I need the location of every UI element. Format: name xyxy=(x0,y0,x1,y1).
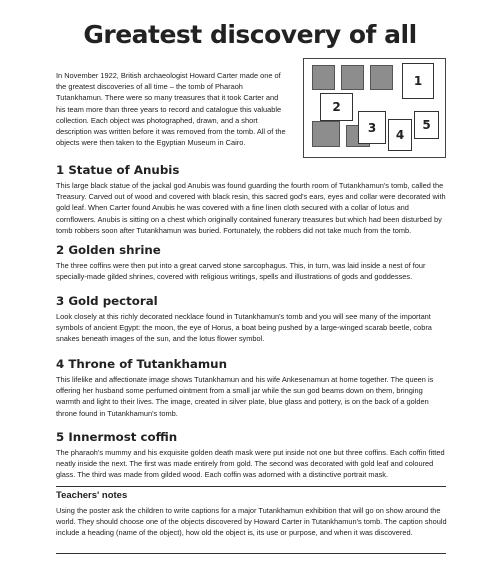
section-body: This large black statue of the jackal god Anubis was found guarding the fourth room of Tutankhamun's tomb, called the Treasury. Carved out of wood and covered with black resin, this sacred god's ears, eyes and collar were decorated with gold leaf. When Carter found Anubis he was covered with a fine linen cloth secured with a collar of lotus and cornflowers. Anubis is sitting on a chest which originally contained funerary treasures but which had been disturbed by tomb robbers soon after Tutankhamun was buried. Fortunately, the robbers did not take much from the tomb. xyxy=(56,181,446,235)
section-gold-pectoral xyxy=(56,294,448,345)
divider xyxy=(56,486,446,487)
section-body: The three coffins were then put into a great carved stone sarcophagus. This, in turn, was laid inside a nest of four specially-made gilded shrines, covered with religious writings, spells and illustrations of gods and goddesses. xyxy=(56,261,426,282)
section-heading: 5 Innermost coffin xyxy=(56,430,178,444)
item-card-5: 5 xyxy=(414,111,439,139)
section-body: Look closely at this richly decorated necklace found in Tutankhamun's tomb and you will see many of the important symbols of ancient Egypt: the moon, the eye of Horus, a boat being pushed by a large-winged scarab beetle, cobra snakes beneath images of the sun, and the lotus flower symbol. xyxy=(56,312,432,344)
section-heading: 4 Throne of Tutankhamun xyxy=(56,357,227,371)
section-statue-of-anubis xyxy=(56,163,448,236)
placeholder-tile xyxy=(312,121,340,147)
section-body: The pharaoh's mummy and his exquisite golden death mask were put inside not one but three coffins. Each coffin fitted neatly inside the next. The first was made entirely from gold. The second was decorated with gold leaf and coloured glass. The third was made from gilded wood. Each coffin was adorned with a distinctive portrait mask. xyxy=(56,448,445,480)
section-heading: 1 Statue of Anubis xyxy=(56,163,180,177)
page-title: Greatest discovery of all xyxy=(83,20,417,49)
section-heading: 3 Gold pectoral xyxy=(56,294,158,308)
divider xyxy=(56,553,446,554)
section-heading: 2 Golden shrine xyxy=(56,243,161,257)
section-innermost-coffin xyxy=(56,430,448,481)
item-card-2: 2 xyxy=(320,93,353,121)
item-card-3: 3 xyxy=(358,111,386,144)
placeholder-tile xyxy=(341,65,364,90)
notes-body: Using the poster ask the children to write captions for a major Tutankhamun exhibition that will go on show around the world. They should choose one of the objects discovered by Howard Carter in Tutankhamun's tomb. The caption should include a heading (name of the object), how old the object is, its use or purpose, and when it was discovered. xyxy=(56,506,447,538)
notes-heading: Teachers' notes xyxy=(56,490,128,501)
item-card-4: 4 xyxy=(388,119,412,151)
section-throne-of-tutankhamun xyxy=(56,357,448,419)
placeholder-tile xyxy=(370,65,393,90)
intro-paragraph: In November 1922, British archaeologist Howard Carter made one of the greatest discoveries of all time – the tomb of Pharaoh Tutankhamun. There were so many treasures that it took Carter and his team more than three years to record and catalogue this valuable collection. Each object was photographed, drawn, and a short description was written before it was removed from the tomb. All of the objects were then taken to the Egyptian Museum in Cairo. xyxy=(56,71,286,148)
placeholder-tile xyxy=(312,65,335,90)
section-golden-shrine xyxy=(56,243,448,282)
poster-layout-diagram xyxy=(303,58,446,158)
section-body: This lifelike and affectionate image shows Tutankhamun and his wife Ankesenamun at home together. The queen is offering her husband some perfumed ointment from a small jar while the sun god beams down on them, bringing warmth and light to their lives. The image, created in silver plate, blue glass and pottery, is on the back of a golden throne found in Tutankhamun's tomb. xyxy=(56,375,434,418)
item-card-1: 1 xyxy=(402,63,434,99)
teachers-notes xyxy=(56,490,448,539)
